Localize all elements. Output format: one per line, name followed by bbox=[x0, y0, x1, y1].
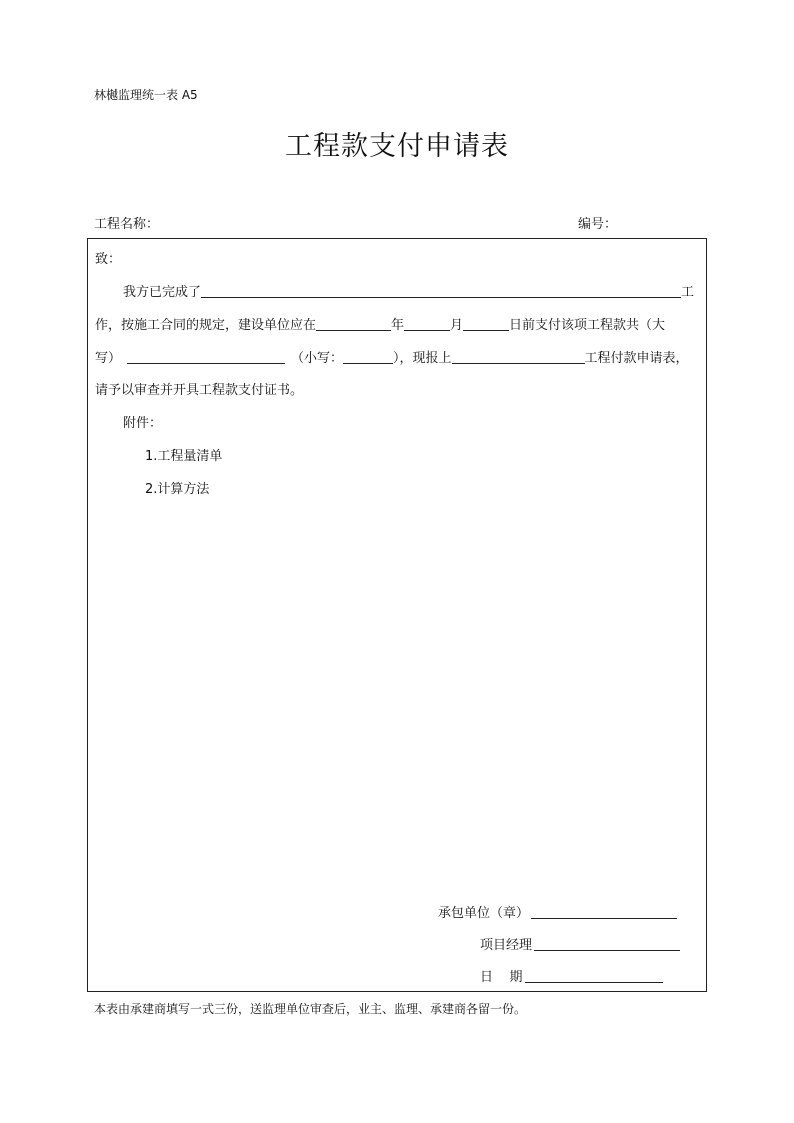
attachment-item: 2.计算方法 bbox=[145, 482, 210, 497]
line2-text-a: 作，按施工合同的规定，建设单位应在 bbox=[95, 318, 317, 333]
amount-uppercase-field[interactable] bbox=[127, 349, 285, 364]
page-title: 工程款支付申请表 bbox=[285, 131, 509, 162]
body-line-1 bbox=[123, 281, 694, 300]
date-field[interactable] bbox=[525, 968, 663, 983]
month-field[interactable] bbox=[404, 316, 450, 331]
project-name-label: 工程名称： bbox=[94, 217, 160, 232]
manager-row bbox=[480, 934, 680, 953]
day-field[interactable] bbox=[463, 316, 509, 331]
manager-field[interactable] bbox=[534, 936, 680, 951]
year-label: 年 bbox=[391, 318, 405, 333]
footer-note: 本表由承建商填写一式三份，送监理单位审查后，业主、监理、承建商各留一份。 bbox=[94, 1002, 527, 1016]
contractor-field[interactable] bbox=[531, 904, 677, 919]
line3-text-d: 工程付款申请表， bbox=[584, 351, 689, 366]
body-line-4: 请予以审查并开具工程款支付证书。 bbox=[95, 383, 304, 398]
month-label: 月 bbox=[450, 318, 464, 333]
line3-text-a: 写） bbox=[95, 351, 122, 366]
line3-text-c: ），现报上 bbox=[393, 351, 452, 366]
line1-suffix: 工 bbox=[681, 285, 695, 300]
contractor-label: 承包单位（章） bbox=[438, 906, 530, 921]
date-label: 日 期 bbox=[480, 970, 523, 985]
date-row bbox=[480, 966, 663, 985]
body-line-3 bbox=[95, 347, 689, 366]
completed-work-field[interactable] bbox=[201, 283, 681, 298]
line1-prefix: 我方已完成了 bbox=[123, 285, 202, 300]
salutation: 致： bbox=[95, 252, 122, 267]
manager-label: 项目经理 bbox=[480, 938, 533, 953]
line2-text-b: 日前支付该项工程款共（大 bbox=[509, 318, 666, 333]
amount-lowercase-field[interactable] bbox=[343, 349, 393, 364]
work-item-field[interactable] bbox=[452, 349, 585, 364]
number-label: 编号： bbox=[578, 217, 618, 232]
year-field[interactable] bbox=[316, 316, 391, 331]
contractor-row bbox=[438, 902, 677, 921]
body-line-2 bbox=[95, 314, 665, 333]
attachments-label: 附件： bbox=[123, 416, 163, 431]
attachment-item: 1.工程量清单 bbox=[145, 449, 223, 464]
line3-text-b: （小写： bbox=[291, 351, 344, 366]
form-code: 林樾监理统一表 A5 bbox=[94, 88, 198, 102]
